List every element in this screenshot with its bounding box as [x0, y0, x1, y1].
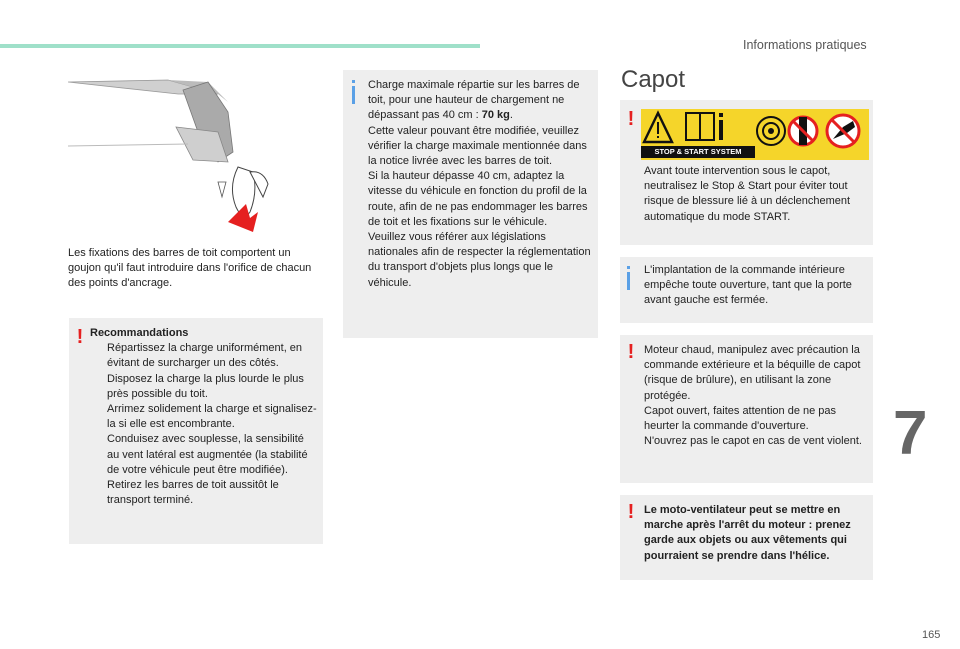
charge-paragraph-1: Charge maximale répartie sur les barres de toit, pour une hauteur de chargement ne dépassant pas 40 cm : 70 kg.	[368, 79, 580, 122]
section-title: Informations pratiques	[743, 38, 867, 52]
info-mark-icon	[352, 86, 355, 104]
recommendations-title: Recommandations	[90, 327, 189, 339]
list-item: Répartissez la charge uniformément, en évitant de surcharger un des côtés.	[107, 342, 303, 370]
chapter-number: 7	[893, 399, 928, 468]
fixations-paragraph: Les fixations des barres de toit comportent un goujon qu'il faut introduire dans l'orifice de chacun des points d'ancrage.	[68, 247, 312, 290]
warning-mark-icon: !	[627, 341, 635, 363]
warning-mark-icon: !	[627, 108, 635, 130]
charge-paragraph-4: Veuillez vous référer aux législations nationales afin de respecter la réglementation du transport d'objets plus longs que le véhicule.	[368, 231, 591, 289]
list-item: Arrimez solidement la charge et signalisez-la si elle est encombrante.	[107, 403, 317, 431]
warning-mark-icon: !	[76, 326, 84, 348]
roof-bar-illustration	[68, 72, 328, 237]
capot-fan-warning-box	[620, 495, 873, 580]
capot-box1-text: Avant toute intervention sous le capot, neutralisez le Stop & Start pour éviter tout risque de blessure lié à un déclenchement automatique du mode START.	[644, 165, 851, 223]
list-item: Conduisez avec souplesse, la sensibilité au vent latéral est augmentée (la stabilité de votre véhicule peut être modifiée).	[107, 433, 308, 476]
roof-load-info-box	[343, 70, 598, 338]
list-item: Disposez la charge la plus lourde le plus près possible du toit.	[107, 372, 304, 400]
recommendations-list	[90, 341, 318, 508]
capot-hot-engine-box	[620, 335, 873, 483]
page-number: 165	[922, 629, 941, 641]
stop-start-label: STOP & START SYSTEM	[641, 146, 755, 158]
capot-box2-text: L'implantation de la commande intérieure empêche toute ouverture, tant que la porte avant gauche est fermée.	[644, 264, 852, 307]
capot-box4-text: Le moto-ventilateur peut se mettre en marche après l'arrêt du moteur : prenez garde aux objets ou aux vêtements qui pourraient se prendre dans l'hélice.	[644, 504, 851, 562]
recommendations-box	[69, 318, 323, 544]
header-accent-bar	[0, 44, 480, 48]
charge-paragraph-2: Cette valeur pouvant être modifiée, veuillez vérifier la charge maximale mentionnée dans la notice livrée avec les barres de toit.	[368, 124, 587, 168]
capot-box3-paragraph-1: Moteur chaud, manipulez avec précaution la commande extérieure et la béquille de capot (risque de brûlure), en utilisant la zone protégée.	[644, 344, 861, 402]
list-item: Retirez les barres de toit aussitôt le transport terminé.	[107, 479, 279, 507]
info-mark-icon	[627, 272, 630, 290]
capot-info-box	[620, 257, 873, 323]
capot-box3-paragraph-3: N'ouvrez pas le capot en cas de vent violent.	[644, 435, 862, 448]
capot-heading: Capot	[621, 66, 686, 93]
warning-mark-icon: !	[627, 501, 635, 523]
capot-box3-paragraph-2: Capot ouvert, faites attention de ne pas heurter la commande d'ouverture.	[644, 404, 837, 433]
charge-value: 70 kg	[481, 109, 510, 122]
charge-paragraph-3: Si la hauteur dépasse 40 cm, adaptez la vitesse du véhicule en fonction du profil de la route, afin de ne pas endommager les barres de toit et les fixations sur le véhicule.	[368, 170, 588, 228]
